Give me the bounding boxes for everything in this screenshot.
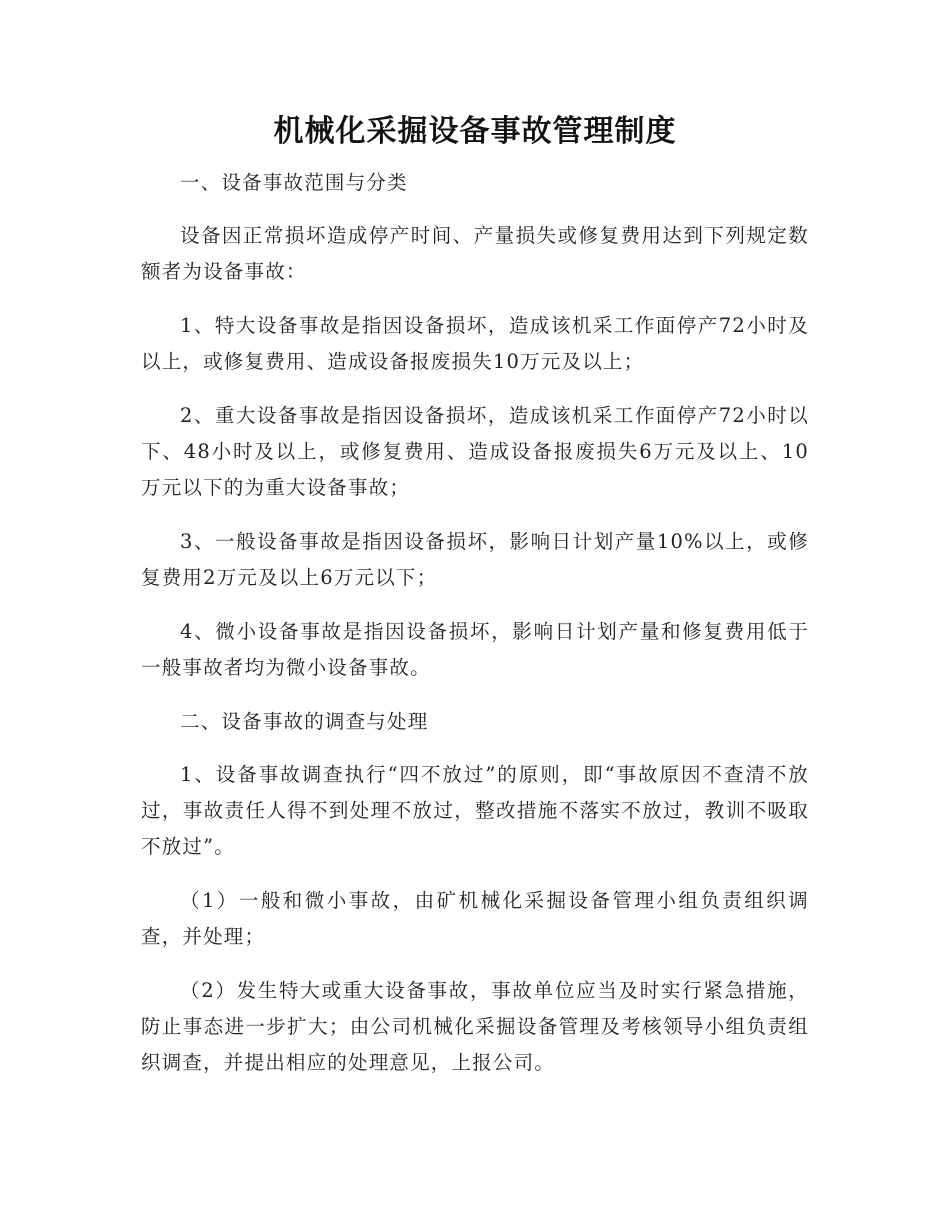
paragraph-definition: 设备因正常损坏造成停产时间、产量损失或修复费用达到下列规定数额者为设备事故：: [141, 224, 809, 283]
paragraph-minor-handling: （1）一般和微小事故，由矿机械化采掘设备管理小组负责组织调查，并处理；: [141, 889, 809, 948]
section-heading-2: 二、设备事故的调查与处理: [180, 710, 429, 733]
paragraph-class-4: 4、微小设备事故是指因设备损坏，影响日计划产量和修复费用低于一般事故者均为微小设备事故。: [141, 620, 809, 679]
section-heading-1: 一、设备事故范围与分类: [180, 171, 408, 194]
paragraph-class-1: 1、特大设备事故是指因设备损坏，造成该机采工作面停产72小时及以上，或修复费用、造成设备报废损失10万元及以上；: [141, 314, 809, 373]
paragraph-class-3: 3、一般设备事故是指因设备损坏，影响日计划产量10%以上，或修复费用2万元及以上6万元以下；: [141, 530, 809, 589]
paragraph-principle: 1、设备事故调查执行“四不放过”的原则，即“事故原因不查清不放过，事故责任人得不到处理不放过，整改措施不落实不放过，教训不吸取不放过”。: [141, 763, 809, 858]
paragraph-class-2: 2、重大设备事故是指因设备损坏，造成该机采工作面停产72小时以下、48小时及以上，或修复费用、造成设备报废损失6万元及以上、10万元以下的为重大设备事故；: [141, 404, 809, 499]
document-title: 机械化采掘设备事故管理制度: [273, 114, 677, 149]
document-body: [141, 165, 809, 1099]
paragraph-major-handling: （2）发生特大或重大设备事故，事故单位应当及时实行紧急措施，防止事态进一步扩大；由公司机械化采掘设备管理及考核领导小组负责组织调查，并提出相应的处理意见，上报公司。: [141, 979, 809, 1074]
